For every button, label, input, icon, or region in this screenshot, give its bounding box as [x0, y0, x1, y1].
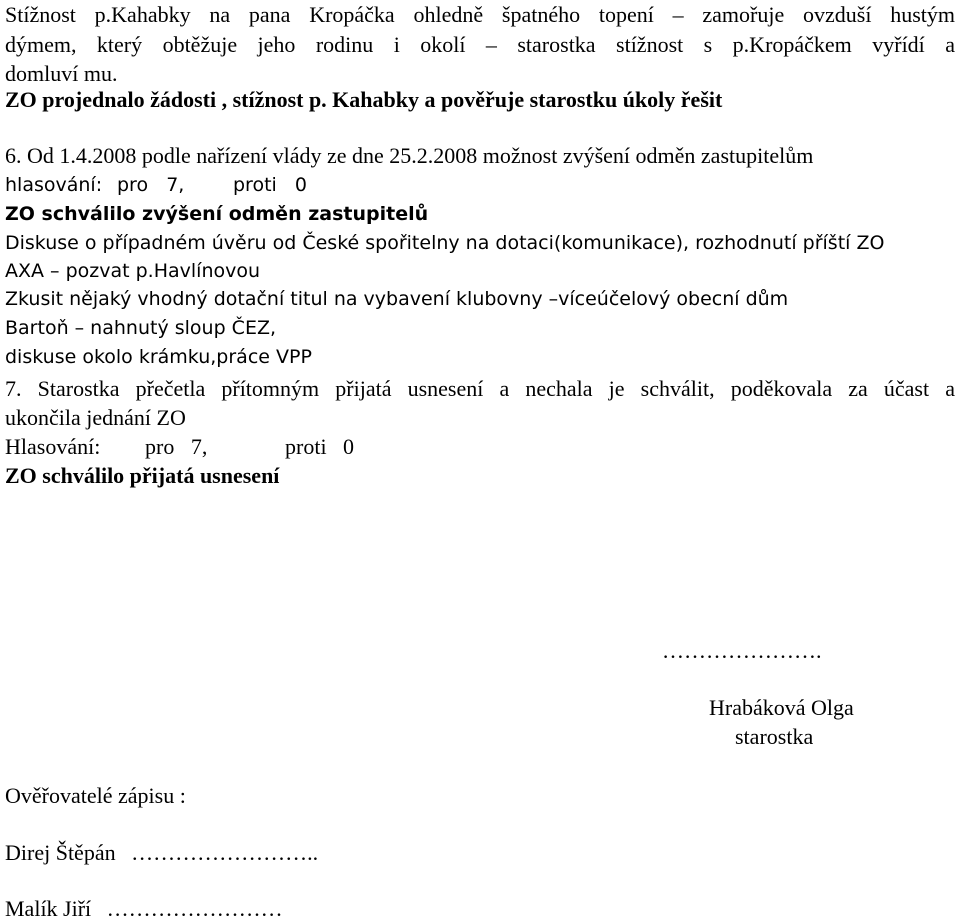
- vote-against: proti 0: [285, 434, 355, 459]
- section-7-vote: [5, 436, 354, 458]
- section-5-line-2: dýmem, který obtěžuje jeho rodinu i okolí – starostka stížnost s p.Kropáčkem vyřídí a: [5, 32, 955, 57]
- section-5-line-1: Stížnost p.Kahabky na pana Kropáčka ohledně špatného topení – zamořuje ovzduší hustým: [5, 2, 955, 27]
- vote-label: Hlasování:: [5, 434, 101, 459]
- verifier-2-name: Malík Jiří: [5, 896, 92, 921]
- verifier-1: [5, 842, 318, 864]
- vote-against: proti 0: [233, 174, 308, 196]
- section-6-resolution: ZO schválilo zvýšení odměn zastupitelů: [5, 203, 429, 225]
- section-6-line-1: 6. Od 1.4.2008 podle nařízení vlády ze dne 25.2.2008 možnost zvýšení odměn zastupitelům: [5, 143, 814, 168]
- verifiers-heading: Ověřovatelé zápisu :: [5, 783, 186, 808]
- section-6-discussion-1: Diskuse o případném úvěru od České spořitelny na dotaci(komunikace), rozhodnutí příští ZO: [5, 232, 885, 254]
- signature-dots: ………………….: [662, 638, 822, 663]
- vote-for: pro 7,: [145, 434, 208, 459]
- verifier-2-dots: ……………………: [106, 896, 283, 921]
- section-7-line-1: 7. Starostka přečetla přítomným přijatá usnesení a nechala je schválit, poděkovala za účast a: [5, 376, 955, 401]
- vote-for: pro 7,: [117, 174, 185, 196]
- section-7-line-2: ukončila jednání ZO: [5, 405, 186, 430]
- section-6-discussion-2: AXA – pozvat p.Havlínovou: [5, 260, 261, 282]
- section-5-line-3: domluví mu.: [5, 61, 118, 86]
- signature-role: starostka: [735, 724, 814, 749]
- verifier-2: [5, 898, 283, 920]
- section-5-resolution: ZO projednalo žádosti , stížnost p. Kahabky a pověřuje starostku úkoly řešit: [5, 87, 723, 112]
- section-6-vote: [5, 176, 307, 195]
- vote-label: hlasování:: [5, 174, 103, 196]
- section-6-discussion-4: Bartoň – nahnutý sloup ČEZ,: [5, 317, 277, 339]
- verifier-1-name: Direj Štěpán: [5, 840, 116, 865]
- signature-name: Hrabáková Olga: [709, 695, 854, 720]
- verifier-1-dots: ……………………..: [131, 840, 319, 865]
- section-6-discussion-3: Zkusit nějaký vhodný dotační titul na vybavení klubovny –víceúčelový obecní dům: [5, 288, 789, 310]
- section-6-discussion-5: diskuse okolo krámku,práce VPP: [5, 346, 312, 368]
- section-7-resolution: ZO schválilo přijatá usnesení: [5, 463, 280, 488]
